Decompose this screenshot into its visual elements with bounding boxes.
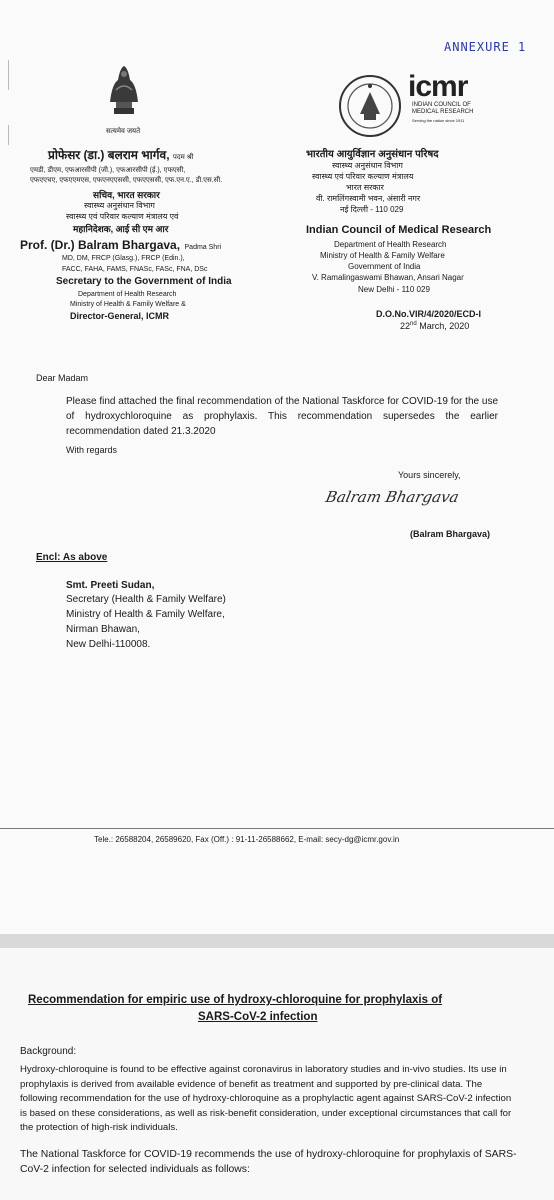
icmr-logo-sub: MEDICAL RESEARCH <box>412 109 474 115</box>
scan-edge <box>8 125 9 145</box>
reference-number: D.O.No.VIR/4/2020/ECD-I <box>376 309 482 319</box>
recipient-line: Nirman Bhawan, <box>66 624 140 635</box>
hindi-dg: महानिदेशक, आई सी एम आर <box>73 224 169 234</box>
recipient-line: New Delhi-110008. <box>66 639 151 650</box>
hindi-degrees: एमडी, डीएम, एफआरसीपी (जी.), एफआरसीपी (ई.), एफएसी, <box>30 167 186 174</box>
footer-contact: Tele.: 26588204, 26589620, Fax (Off.) : 91-11-26588662, E-mail: secy-dg@icmr.gov.in <box>94 835 400 844</box>
author-degrees: MD, DM, FRCP (Glasg.), FRCP (Edin.), <box>62 255 185 262</box>
page-break <box>0 934 554 948</box>
footer-divider <box>0 828 554 829</box>
icmr-logo-text: icmr <box>408 70 468 103</box>
author-dept: Department of Health Research <box>78 291 177 298</box>
hindi-council: भारतीय आयुर्विज्ञान अनुसंधान परिषद <box>306 149 439 160</box>
hindi-secretary: सचिव, भारत सरकार <box>93 190 160 200</box>
hindi-city: नई दिल्ली - 110 029 <box>340 205 404 214</box>
recommendation-title: Recommendation for empiric use of hydroxy-chloroquine for prophylaxis of <box>28 994 443 1006</box>
recommendation-page <box>0 948 554 1200</box>
council-name: Indian Council of Medical Research <box>306 224 492 236</box>
council-address: V. Ramalingaswami Bhawan, Ansari Nagar <box>312 273 464 282</box>
signature: Balram Bhargava <box>324 488 461 506</box>
background-text: Hydroxy-chloroquine is found to be effective against coronavirus in laboratory studies and in-vivo studies. Its use in prophylaxis is derived from available evidence of benefit as treatment and supported by pre-clinical data. The following recommendation for the use of hydroxy-chloroquine as a prophylactic agent against SARS-CoV-2 infection is based on these considerations, as well as risk-benefit consideration, under exceptional circumstances that call for the protection of high-risk individuals. <box>20 1064 512 1133</box>
letter-body: Please find attached the final recommendation of the National Taskforce for COVID-19 for the use of hydroxychloroquine as prophylaxis. This recommendation supersedes the earlier recommendation dated 21.3.2020 <box>66 396 498 437</box>
signer-name: (Balram Bhargava) <box>410 529 491 539</box>
salutation: Dear Madam <box>36 373 89 383</box>
hindi-name: प्रोफेसर (डा.) बलराम भार्गव, पदम श्री <box>48 148 194 162</box>
council-dept: Department of Health Research <box>334 240 447 249</box>
icmr-seal-icon <box>338 74 402 138</box>
hindi-dept: स्वास्थ्य अनुसंधान विभाग <box>84 201 155 210</box>
recommends-text: The National Taskforce for COVID-19 recommends the use of hydroxy-chloroquine for prophylaxis of SARS-CoV-2 infection for selected individuals as follows: <box>20 1149 517 1175</box>
author-ministry: Ministry of Health & Family Welfare & <box>70 301 186 308</box>
council-city: New Delhi - 110 029 <box>358 285 430 294</box>
hindi-ministry-right: स्वास्थ्य एवं परिवार कल्याण मंत्रालय <box>312 172 414 181</box>
handwritten-annotation: ANNEXURE 1 <box>444 40 527 54</box>
hindi-degrees: एफएएचए, एफएएमएस, एफएनएएससी, एफएएससी, एफ.एन.ए., डी.एस.सी. <box>30 177 223 184</box>
emblem-motto: सत्यमेव जयते <box>106 128 141 135</box>
letter-date: 22nd March, 2020 <box>400 321 470 331</box>
icmr-logo-tagline: Serving the nation since 1911 <box>412 118 465 123</box>
hindi-gov: भारत सरकार <box>346 183 384 192</box>
recipient-line: Secretary (Health & Family Welfare) <box>66 594 226 605</box>
recipient-line: Ministry of Health & Family Welfare, <box>66 609 225 620</box>
recipient-line: Smt. Preeti Sudan, <box>66 580 155 591</box>
author-title: Secretary to the Government of India <box>56 276 232 287</box>
council-ministry: Ministry of Health & Family Welfare <box>320 251 445 260</box>
hindi-address: वी. रामलिंगस्वामी भवन, अंसारी नगर <box>316 194 421 203</box>
regards: With regards <box>66 445 118 455</box>
hindi-ministry: स्वास्थ्य एवं परिवार कल्याण मंत्रालय एवं <box>66 212 179 221</box>
enclosure: Encl: As above <box>36 552 108 563</box>
scan-edge <box>8 60 9 90</box>
icmr-logo-sub: INDIAN COUNCIL OF <box>412 102 471 108</box>
background-heading: Background: <box>20 1046 77 1057</box>
author-name: Prof. (Dr.) Balram Bhargava, Padma Shri <box>20 238 222 252</box>
national-emblem-icon <box>102 60 146 124</box>
author-degrees: FACC, FAHA, FAMS, FNASc, FASc, FNA, DSc <box>62 266 208 273</box>
council-gov: Government of India <box>348 262 421 271</box>
author-dg: Director-General, ICMR <box>70 311 170 321</box>
hindi-dept-right: स्वास्थ्य अनुसंधान विभाग <box>332 161 403 170</box>
recommendation-title: SARS-CoV-2 infection <box>198 1011 318 1023</box>
closing: Yours sincerely, <box>398 470 461 480</box>
